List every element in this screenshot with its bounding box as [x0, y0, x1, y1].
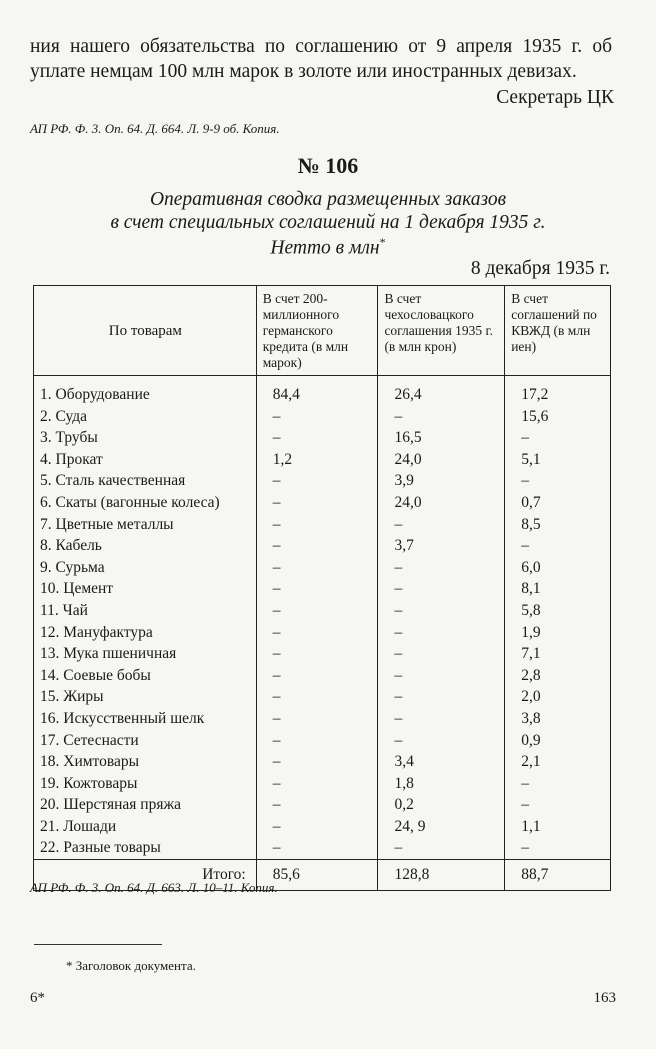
goods-name-cell: 15. Жиры	[34, 686, 257, 708]
header-goods: По товарам	[34, 286, 257, 376]
table-row	[34, 686, 611, 708]
goods-name-cell: 9. Сурьма	[34, 557, 257, 579]
table-row	[34, 794, 611, 816]
german-credit-cell: –	[256, 492, 378, 514]
table-row	[34, 751, 611, 773]
table-header-row	[34, 286, 611, 376]
table-row	[34, 514, 611, 536]
goods-name-cell: 11. Чай	[34, 600, 257, 622]
kvzhd-cell: 2,0	[505, 686, 611, 708]
kvzhd-cell: –	[505, 837, 611, 859]
czech-cell: –	[378, 514, 505, 536]
czech-cell: –	[378, 837, 505, 859]
table-row	[34, 406, 611, 428]
goods-name-cell: 3. Трубы	[34, 427, 257, 449]
kvzhd-cell: 6,0	[505, 557, 611, 579]
table-row	[34, 600, 611, 622]
czech-cell: –	[378, 557, 505, 579]
table-row	[34, 708, 611, 730]
kvzhd-cell: 15,6	[505, 406, 611, 428]
footnote-divider	[34, 944, 162, 945]
czech-cell: –	[378, 622, 505, 644]
goods-name-cell: 16. Искусственный шелк	[34, 708, 257, 730]
table-row	[34, 665, 611, 687]
kvzhd-cell: 0,7	[505, 492, 611, 514]
german-credit-cell: –	[256, 600, 378, 622]
table-row	[34, 427, 611, 449]
german-credit-cell: 1,2	[256, 449, 378, 471]
german-credit-cell: –	[256, 751, 378, 773]
goods-name-cell: 14. Соевые бобы	[34, 665, 257, 687]
german-credit-cell: –	[256, 427, 378, 449]
total-kvzhd: 88,7	[505, 860, 611, 891]
footnote: * Заголовок документа.	[66, 958, 196, 973]
czech-cell: 24,0	[378, 492, 505, 514]
german-credit-cell: –	[256, 643, 378, 665]
footnote-mark: *	[379, 235, 386, 249]
czech-cell: –	[378, 406, 505, 428]
german-credit-cell: –	[256, 686, 378, 708]
goods-name-cell: 10. Цемент	[34, 578, 257, 600]
total-german: 85,6	[256, 860, 378, 891]
kvzhd-cell: 8,1	[505, 578, 611, 600]
table-row	[34, 470, 611, 492]
kvzhd-cell: –	[505, 470, 611, 492]
czech-cell: –	[378, 578, 505, 600]
german-credit-cell: –	[256, 406, 378, 428]
kvzhd-cell: –	[505, 427, 611, 449]
goods-name-cell: 7. Цветные металлы	[34, 514, 257, 536]
german-credit-cell: –	[256, 578, 378, 600]
table-row	[34, 557, 611, 579]
german-credit-cell: 84,4	[256, 376, 378, 406]
goods-name-cell: 12. Мануфактура	[34, 622, 257, 644]
goods-name-cell: 21. Лошади	[34, 816, 257, 838]
goods-name-cell: 1. Оборудование	[34, 376, 257, 406]
goods-name-cell: 8. Кабель	[34, 535, 257, 557]
german-credit-cell: –	[256, 730, 378, 752]
german-credit-cell: –	[256, 514, 378, 536]
orders-table	[33, 285, 611, 891]
table-row	[34, 376, 611, 406]
table-row	[34, 622, 611, 644]
table-row	[34, 449, 611, 471]
czech-cell: –	[378, 643, 505, 665]
czech-cell: 3,4	[378, 751, 505, 773]
total-czech: 128,8	[378, 860, 505, 891]
kvzhd-cell: 1,1	[505, 816, 611, 838]
table-row	[34, 816, 611, 838]
kvzhd-cell: –	[505, 773, 611, 795]
archive-source-2: АП РФ. Ф. 3. Оп. 64. Д. 663. Л. 10–11. Копия.	[30, 880, 278, 895]
signature-mark: 6*	[30, 990, 45, 1006]
goods-name-cell: 19. Кожтовары	[34, 773, 257, 795]
czech-cell: 16,5	[378, 427, 505, 449]
czech-cell: 3,7	[378, 535, 505, 557]
intro-paragraph: ния нашего обязательства по соглашению от 9 апреля 1935 г. об уплате немцам 100 млн марок в золоте или иностранных девизах.	[30, 36, 612, 82]
czech-cell: 3,9	[378, 470, 505, 492]
kvzhd-cell: 2,8	[505, 665, 611, 687]
czech-cell: 1,8	[378, 773, 505, 795]
czech-cell: –	[378, 730, 505, 752]
czech-cell: 26,4	[378, 376, 505, 406]
goods-name-cell: 13. Мука пшеничная	[34, 643, 257, 665]
table-body	[34, 376, 611, 860]
german-credit-cell: –	[256, 535, 378, 557]
header-kvzhd-agreement: В счет соглашений по КВЖД (в млн иен)	[505, 286, 611, 376]
kvzhd-cell: –	[505, 535, 611, 557]
kvzhd-cell: 5,8	[505, 600, 611, 622]
czech-cell: 24, 9	[378, 816, 505, 838]
page-number: 163	[593, 990, 616, 1006]
kvzhd-cell: 1,9	[505, 622, 611, 644]
kvzhd-cell: 0,9	[505, 730, 611, 752]
czech-cell: 24,0	[378, 449, 505, 471]
document-date: 8 декабря 1935 г.	[470, 258, 610, 279]
german-credit-cell: –	[256, 622, 378, 644]
title-units: Нетто в млн	[270, 237, 380, 259]
german-credit-cell: –	[256, 470, 378, 492]
goods-name-cell: 20. Шерстяная пряжа	[34, 794, 257, 816]
german-credit-cell: –	[256, 665, 378, 687]
archive-source-1: АП РФ. Ф. 3. Оп. 64. Д. 664. Л. 9-9 об. Копия.	[30, 121, 280, 136]
document-number: № 106	[297, 153, 359, 178]
german-credit-cell: –	[256, 557, 378, 579]
document-title-line-2: в счет специальных соглашений на 1 декабря 1935 г.	[110, 212, 546, 233]
kvzhd-cell: 7,1	[505, 643, 611, 665]
german-credit-cell: –	[256, 773, 378, 795]
goods-name-cell: 6. Скаты (вагонные колеса)	[34, 492, 257, 514]
czech-cell: 0,2	[378, 794, 505, 816]
table-row	[34, 492, 611, 514]
goods-name-cell: 5. Сталь качественная	[34, 470, 257, 492]
kvzhd-cell: –	[505, 794, 611, 816]
kvzhd-cell: 5,1	[505, 449, 611, 471]
total-label: Итого:	[34, 860, 257, 891]
signature-line: Секретарь ЦК	[496, 87, 614, 108]
goods-name-cell: 18. Химтовары	[34, 751, 257, 773]
czech-cell: –	[378, 600, 505, 622]
german-credit-cell: –	[256, 837, 378, 859]
goods-name-cell: 22. Разные товары	[34, 837, 257, 859]
kvzhd-cell: 8,5	[505, 514, 611, 536]
table-row	[34, 837, 611, 859]
header-german-credit: В счет 200-миллионного германского кредита (в млн марок)	[256, 286, 378, 376]
table-row	[34, 578, 611, 600]
goods-name-cell: 4. Прокат	[34, 449, 257, 471]
goods-name-cell: 17. Сетеснасти	[34, 730, 257, 752]
document-title-line-1: Оперативная сводка размещенных заказов	[149, 189, 507, 210]
czech-cell: –	[378, 708, 505, 730]
table-row	[34, 643, 611, 665]
kvzhd-cell: 2,1	[505, 751, 611, 773]
czech-cell: –	[378, 686, 505, 708]
kvzhd-cell: 3,8	[505, 708, 611, 730]
table-row	[34, 773, 611, 795]
german-credit-cell: –	[256, 794, 378, 816]
goods-name-cell: 2. Суда	[34, 406, 257, 428]
table-row	[34, 730, 611, 752]
german-credit-cell: –	[256, 816, 378, 838]
kvzhd-cell: 17,2	[505, 376, 611, 406]
czech-cell: –	[378, 665, 505, 687]
table-row	[34, 535, 611, 557]
header-czech-agreement: В счет чехословацкого соглашения 1935 г. (в млн крон)	[378, 286, 505, 376]
german-credit-cell: –	[256, 708, 378, 730]
document-title-line-3	[0, 235, 656, 260]
